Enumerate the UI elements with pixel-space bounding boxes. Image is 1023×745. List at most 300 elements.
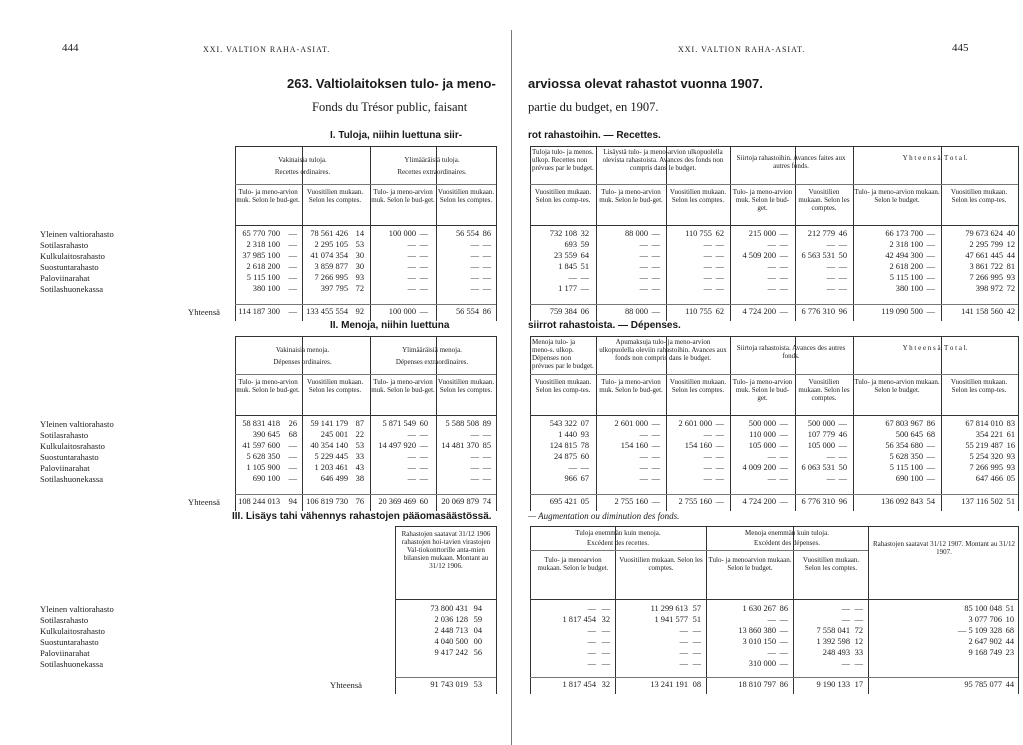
table-cell: 59 141 179 [310,419,348,428]
group-header-fr: Recettes extraordinaires. [397,168,467,176]
column-rule [496,526,497,694]
row-label: Kulkulaitosrahasto [40,626,105,636]
total-cell: 06 [580,307,589,316]
table-cell: 37 985 100 [242,251,280,260]
table-cell: — [407,463,416,472]
total-cell: 136 092 843 [881,497,923,506]
group-header: Y h t e e n s ä. T o t a l. [902,344,968,352]
table-cell: 61 [1006,430,1015,439]
table-cell: 32 [580,229,589,238]
column-header: Vuositilien mukaan. Selon les comptes. [437,188,495,204]
running-head-right: XXI. VALTION RAHA-ASIAT. [678,45,806,54]
table-cell: 2 318 100 [889,240,923,249]
table-cell: — [715,441,724,450]
table-cell: — [779,419,788,428]
table-cell: 397 795 [320,284,348,293]
table-cell: 690 100 [252,474,280,483]
row-label: Sotilashuonekassa [40,284,104,294]
table-cell: 78 [580,441,589,450]
rule [235,304,496,305]
row-label: Suostuntarahasto [40,637,99,647]
table-cell: — [838,452,847,461]
table-cell: 72 [355,284,364,293]
column-rule [496,336,497,511]
rule [530,304,1018,305]
table-cell: — [482,463,491,472]
table-cell: 88 000 [624,229,648,238]
total-cell: 76 [355,497,364,506]
table-cell: — [779,441,788,450]
section-heading-left: I. Tuloja, niihin luettuna siir- [330,130,463,141]
table-cell: 89 [482,419,491,428]
table-cell: — [639,262,648,271]
column-rule [1018,336,1019,511]
table-cell: — [470,251,479,260]
group-header-fr: Dépenses ordinaires. [273,358,332,366]
column-header: Tulo- ja meno-arvion muk. Selon le bud-get. [236,378,300,394]
table-cell: 1 630 267 [742,604,776,613]
table-cell: — [926,251,935,260]
table-cell: 500 000 [748,419,776,428]
total-cell: — [926,307,935,316]
table-cell: 110 000 [749,430,776,439]
table-cell: — [703,262,712,271]
table-cell: — [779,648,788,657]
rule [395,599,496,600]
total-cell: 2 755 160 [678,497,712,506]
table-cell: — [826,273,835,282]
table-cell: 398 972 [975,284,1003,293]
total-cell: 108 244 013 [238,497,280,506]
group-header: Ylimääräisiä tuloja. [404,156,460,164]
table-cell: 93 [355,273,364,282]
table-cell: 3 861 722 [969,262,1003,271]
rule [235,415,496,416]
group-header: Ylimääräisiä menoja. [402,346,462,354]
table-cell: 4 009 200 [742,463,776,472]
table-cell: — [703,463,712,472]
total-cell: 141 158 560 [961,307,1003,316]
total-cell: 20 369 469 [378,497,416,506]
table-cell: — [470,284,479,293]
column-header: Tulo- ja meno-arvion muk. Selon le bud-get. [599,378,663,394]
table-cell: 94 [473,604,482,613]
table-cell: 93 [1006,273,1015,282]
column-header: Tulo- ja meno-arvion muk. Selon le bud-get. [599,188,663,204]
total-cell: 13 241 191 [650,680,688,689]
table-cell: — [419,284,428,293]
table-cell: — [639,430,648,439]
column-header: Vuositilien mukaan. Selon les comptes. [437,378,495,394]
table-cell: 5 871 549 [382,419,416,428]
table-cell: — [926,240,935,249]
total-cell: 60 [419,497,428,506]
section-heading-right: — Augmentation ou diminution des fonds. [528,511,680,521]
total-cell: 119 090 500 [881,307,923,316]
table-cell: 6 563 531 [801,251,835,260]
table-cell: 59 [473,615,482,624]
table-cell: — [288,441,297,450]
table-cell: 4 040 500 [434,637,468,646]
table-cell: — [651,240,660,249]
table-cell: — [767,262,776,271]
table-cell: 86 [926,419,935,428]
table-cell: — [767,273,776,282]
table-cell: 93 [1006,452,1015,461]
table-cell: — [482,240,491,249]
table-cell: — [841,604,850,613]
table-cell: 78 561 426 [310,229,348,238]
table-cell: 67 814 010 [965,419,1003,428]
table-cell: — [288,240,297,249]
table-cell: — [703,251,712,260]
table-cell: — [826,262,835,271]
table-cell: 124 815 [549,441,577,450]
table-cell: — [407,474,416,483]
table-cell: — [838,474,847,483]
total-cell: 32 [601,680,610,689]
table-cell: 93 [1006,463,1015,472]
table-cell: — [651,229,660,238]
table-cell: — [407,452,416,461]
table-cell: — [482,273,491,282]
table-cell: 16 [1006,441,1015,450]
group-header-fr: Excédent des recettes. [587,539,649,547]
total-cell: 62 [715,307,724,316]
table-cell: 30 [355,262,364,271]
running-head-left: XXI. VALTION RAHA-ASIAT. [203,45,331,54]
group-header: Vakinaisia tuloja. [278,156,327,164]
column-rule [511,30,512,745]
table-cell: — [779,474,788,483]
table-cell: — [926,474,935,483]
rule [530,225,1018,226]
row-label: Yleinen valtiorahasto [40,229,114,239]
table-cell: — [767,648,776,657]
group-header: Siirtoja rahastoista. Avances des autres fonds. [736,344,846,360]
table-cell: — [826,240,835,249]
total-cell: 100 000 [388,307,416,316]
table-cell: — [679,648,688,657]
table-cell: 44 [1005,637,1014,646]
table-cell: — [482,284,491,293]
table-cell: 68 [926,430,935,439]
table-cell: — [715,419,724,428]
table-cell: 3 010 150 [742,637,776,646]
group-header: Siirtoja rahastoihin. Avances faites aux autres fonds. [736,154,846,170]
table-cell: — [288,463,297,472]
table-cell: — [651,284,660,293]
table-cell: — [288,229,297,238]
table-cell: — [703,452,712,461]
table-cell: — [407,240,416,249]
column-header: Tulo- ja meno-arvion muk. Selon le bud-get. [371,188,435,204]
table-cell: — [779,430,788,439]
table-cell: 72 [1006,284,1015,293]
table-cell: 7 266 995 [314,273,348,282]
table-cell: 354 221 [975,430,1003,439]
total-cell: 695 421 [549,497,577,506]
table-cell: — [651,463,660,472]
table-cell: 43 [355,463,364,472]
table-cell: 693 [564,240,577,249]
table-cell: — [601,604,610,613]
table-cell: 390 645 [252,430,280,439]
table-cell: — [779,284,788,293]
table-cell: — [288,251,297,260]
total-cell: 4 724 200 [742,307,776,316]
table-cell: 13 860 380 [738,626,776,635]
group-header-fr: Excédent des dépenses. [754,539,820,547]
table-cell: 1 941 577 [654,615,688,624]
column-header: Vuositilien mukaan. Selon les comp-tes. [950,188,1008,204]
table-cell: — [470,262,479,271]
table-cell: — [568,463,577,472]
table-cell: 543 322 [549,419,577,428]
rule [530,550,868,551]
table-cell: 50 [838,463,847,472]
table-cell: 245 001 [320,430,348,439]
table-cell: 86 [482,229,491,238]
table-cell: — [854,604,863,613]
table-cell: 05 [1006,474,1015,483]
table-cell: 2 295 799 [969,240,1003,249]
group-header: Lisäystä tulo- ja meno-arvion ulkopuolella olevista rahastoista. Avances des fonds non compris dans le budget. [602,148,724,172]
table-cell: 51 [1005,604,1014,613]
group-header: Y h t e e n s ä. T o t a l. [902,154,968,162]
rule [395,677,496,678]
table-cell: 380 100 [895,284,923,293]
table-cell: — [639,474,648,483]
table-cell: — [587,604,596,613]
table-title-right: arviossa olevat rahastot vuonna 1907. [528,76,763,91]
table-cell: — [715,463,724,472]
table-cell: 44 [1006,251,1015,260]
table-cell: — [679,659,688,668]
table-cell: 30 [355,251,364,260]
table-cell: — [419,430,428,439]
total-cell: 44 [1005,680,1014,689]
table-cell: — [601,648,610,657]
table-cell: 56 354 680 [885,441,923,450]
rule [530,677,1018,678]
table-cell: — [580,463,589,472]
table-cell: 62 [715,229,724,238]
table-cell: — [470,240,479,249]
column-header: Vuositilien mukaan. Selon les comptes. [798,188,850,212]
table-cell: — [926,273,935,282]
table-cell: 1 392 598 [816,637,850,646]
total-cell: 137 116 502 [961,497,1003,506]
table-cell: 04 [473,626,482,635]
column-header: Tulo- ja menoarvion mukaan. Selon le budget. [708,556,792,572]
table-cell: — [407,262,416,271]
table-cell: 64 [580,251,589,260]
table-cell: — [587,659,596,668]
table-cell: — [601,659,610,668]
table-cell: 212 779 [807,229,835,238]
subtitle-right: partie du budget, en 1907. [528,100,659,114]
table-cell: — [692,626,701,635]
table-cell: — [651,419,660,428]
table-cell: 60 [580,452,589,461]
column-rule [1018,146,1019,321]
table-cell: 93 [580,430,589,439]
table-cell: — [767,452,776,461]
table-cell: — [854,659,863,668]
table-cell: — [470,452,479,461]
table-cell: 57 [692,604,701,613]
table-cell: — [926,229,935,238]
table-cell: — [419,240,428,249]
total-cell: 86 [482,307,491,316]
table-cell: 56 554 [455,229,479,238]
total-cell: — [651,497,660,506]
table-cell: — [826,284,835,293]
table-cell: — [926,452,935,461]
table-cell: — [419,273,428,282]
table-cell: — [651,251,660,260]
table-cell: — [715,284,724,293]
table-cell: 1 845 [558,262,577,271]
table-cell: — [639,463,648,472]
section-heading-right: rot rahastoihin. — Recettes. [528,130,661,141]
table-cell: 40 354 140 [310,441,348,450]
table-cell: — [288,262,297,271]
column-rule [496,146,497,321]
total-label: Yhteensä [188,497,220,507]
row-label: Sotilashuonekassa [40,474,104,484]
table-cell: 33 [854,648,863,657]
table-cell: 215 000 [748,229,776,238]
column-header: Tulo- ja meno-arvion muk. Selon le bud-get. [236,188,300,204]
table-cell: — [407,251,416,260]
rule [530,599,1018,600]
table-title-left: 263. Valtiolaitoksen tulo- ja meno- [287,76,496,91]
table-cell: 14 481 370 [441,441,479,450]
column-header: Vuositilien mukaan. Selon les comptes. [669,188,727,204]
column-header: Tulo- ja meno-arvion muk. Selon le bud-get. [732,378,793,402]
table-cell: 1 817 454 [562,615,596,624]
total-label: Yhteensä [188,307,220,317]
table-cell: — [692,659,701,668]
table-cell: 14 [355,229,364,238]
total-cell: 17 [854,680,863,689]
table-cell: 2 618 200 [889,262,923,271]
table-cell: 966 [564,474,577,483]
total-cell: 05 [580,497,589,506]
table-cell: — [826,452,835,461]
table-cell: 65 770 700 [242,229,280,238]
table-cell: 73 800 431 [430,604,468,613]
row-label: Kulkulaitosrahasto [40,441,105,451]
table-cell: 4 509 200 [742,251,776,260]
table-cell: — [419,251,428,260]
total-cell: — [288,307,297,316]
table-cell: — [407,284,416,293]
total-cell: 08 [692,680,701,689]
rule [235,146,496,147]
column-header: Rahastojen saatavat 31/12 1906 rahastojen hoi-tavien virastojen Val-tiokonttorille anta-mien bilansien mukaan. Montant au 31/12 1906. [401,530,491,570]
table-cell: 72 [854,626,863,635]
table-cell: 154 160 [620,441,648,450]
table-cell: 105 000 [748,441,776,450]
table-cell: 107 779 [807,430,835,439]
column-header: Tulo- ja meno-arvion mukaan. Selon le budget. [854,188,940,204]
table-cell: — [703,474,712,483]
group-header-fr: Recettes ordinaires. [274,168,331,176]
table-cell: — [482,452,491,461]
total-cell: 54 [926,497,935,506]
table-cell: 3 077 706 [968,615,1002,624]
table-cell: — [482,262,491,271]
table-cell: — [419,463,428,472]
table-cell: — [587,626,596,635]
table-cell: — [639,240,648,249]
total-cell: 92 [355,307,364,316]
total-cell: 9 190 133 [816,680,850,689]
table-cell: — [288,474,297,483]
table-cell: — [715,273,724,282]
table-cell: 86 [779,604,788,613]
table-cell: — [639,284,648,293]
table-cell: 380 100 [252,284,280,293]
table-cell: — [926,441,935,450]
row-label: Suostuntarahasto [40,452,99,462]
column-header: Vuositilien mukaan. Selon les comp-tes. [950,378,1008,394]
table-cell: — [580,273,589,282]
group-header-fr: Dépenses extraordinaires. [395,358,469,366]
total-cell: 2 755 160 [614,497,648,506]
rule [530,415,1018,416]
total-cell: 106 819 730 [306,497,348,506]
table-cell: — [838,262,847,271]
table-cell: 6 063 531 [801,463,835,472]
column-header: Vuositilien mukaan. Selon les comptes. [306,188,364,204]
rule [530,374,1018,375]
column-header: Vuositilien mukaan. Selon les comp-tes. [534,188,592,204]
rule [395,526,496,527]
table-cell: — [639,273,648,282]
rule [235,494,496,495]
row-label: Sotilasrahasto [40,615,89,625]
table-cell: — [580,284,589,293]
column-header: Vuositilien mukaan. Selon les comptes. [619,556,703,572]
total-cell: 96 [838,307,847,316]
table-cell: — [601,637,610,646]
table-cell: — [838,273,847,282]
table-cell: — [826,474,835,483]
table-cell: 732 108 [549,229,577,238]
table-cell: 2 647 902 [968,637,1002,646]
table-cell: 5 115 100 [889,463,923,472]
table-cell: — [779,626,788,635]
table-cell: — [651,452,660,461]
table-cell: 5 229 445 [314,452,348,461]
column-header: Rahastojen saatavat 31/12 1907. Montant au 31/12 1907. [872,540,1016,556]
table-cell: — [767,284,776,293]
table-cell: — [651,474,660,483]
rule [530,336,1018,337]
total-cell: — [779,497,788,506]
total-cell: 96 [838,497,847,506]
table-cell: 83 [1006,419,1015,428]
table-cell: 690 100 [895,474,923,483]
total-cell: 53 [473,680,482,689]
table-cell: — [651,273,660,282]
table-cell: 7 558 041 [816,626,850,635]
table-cell: — [407,430,416,439]
